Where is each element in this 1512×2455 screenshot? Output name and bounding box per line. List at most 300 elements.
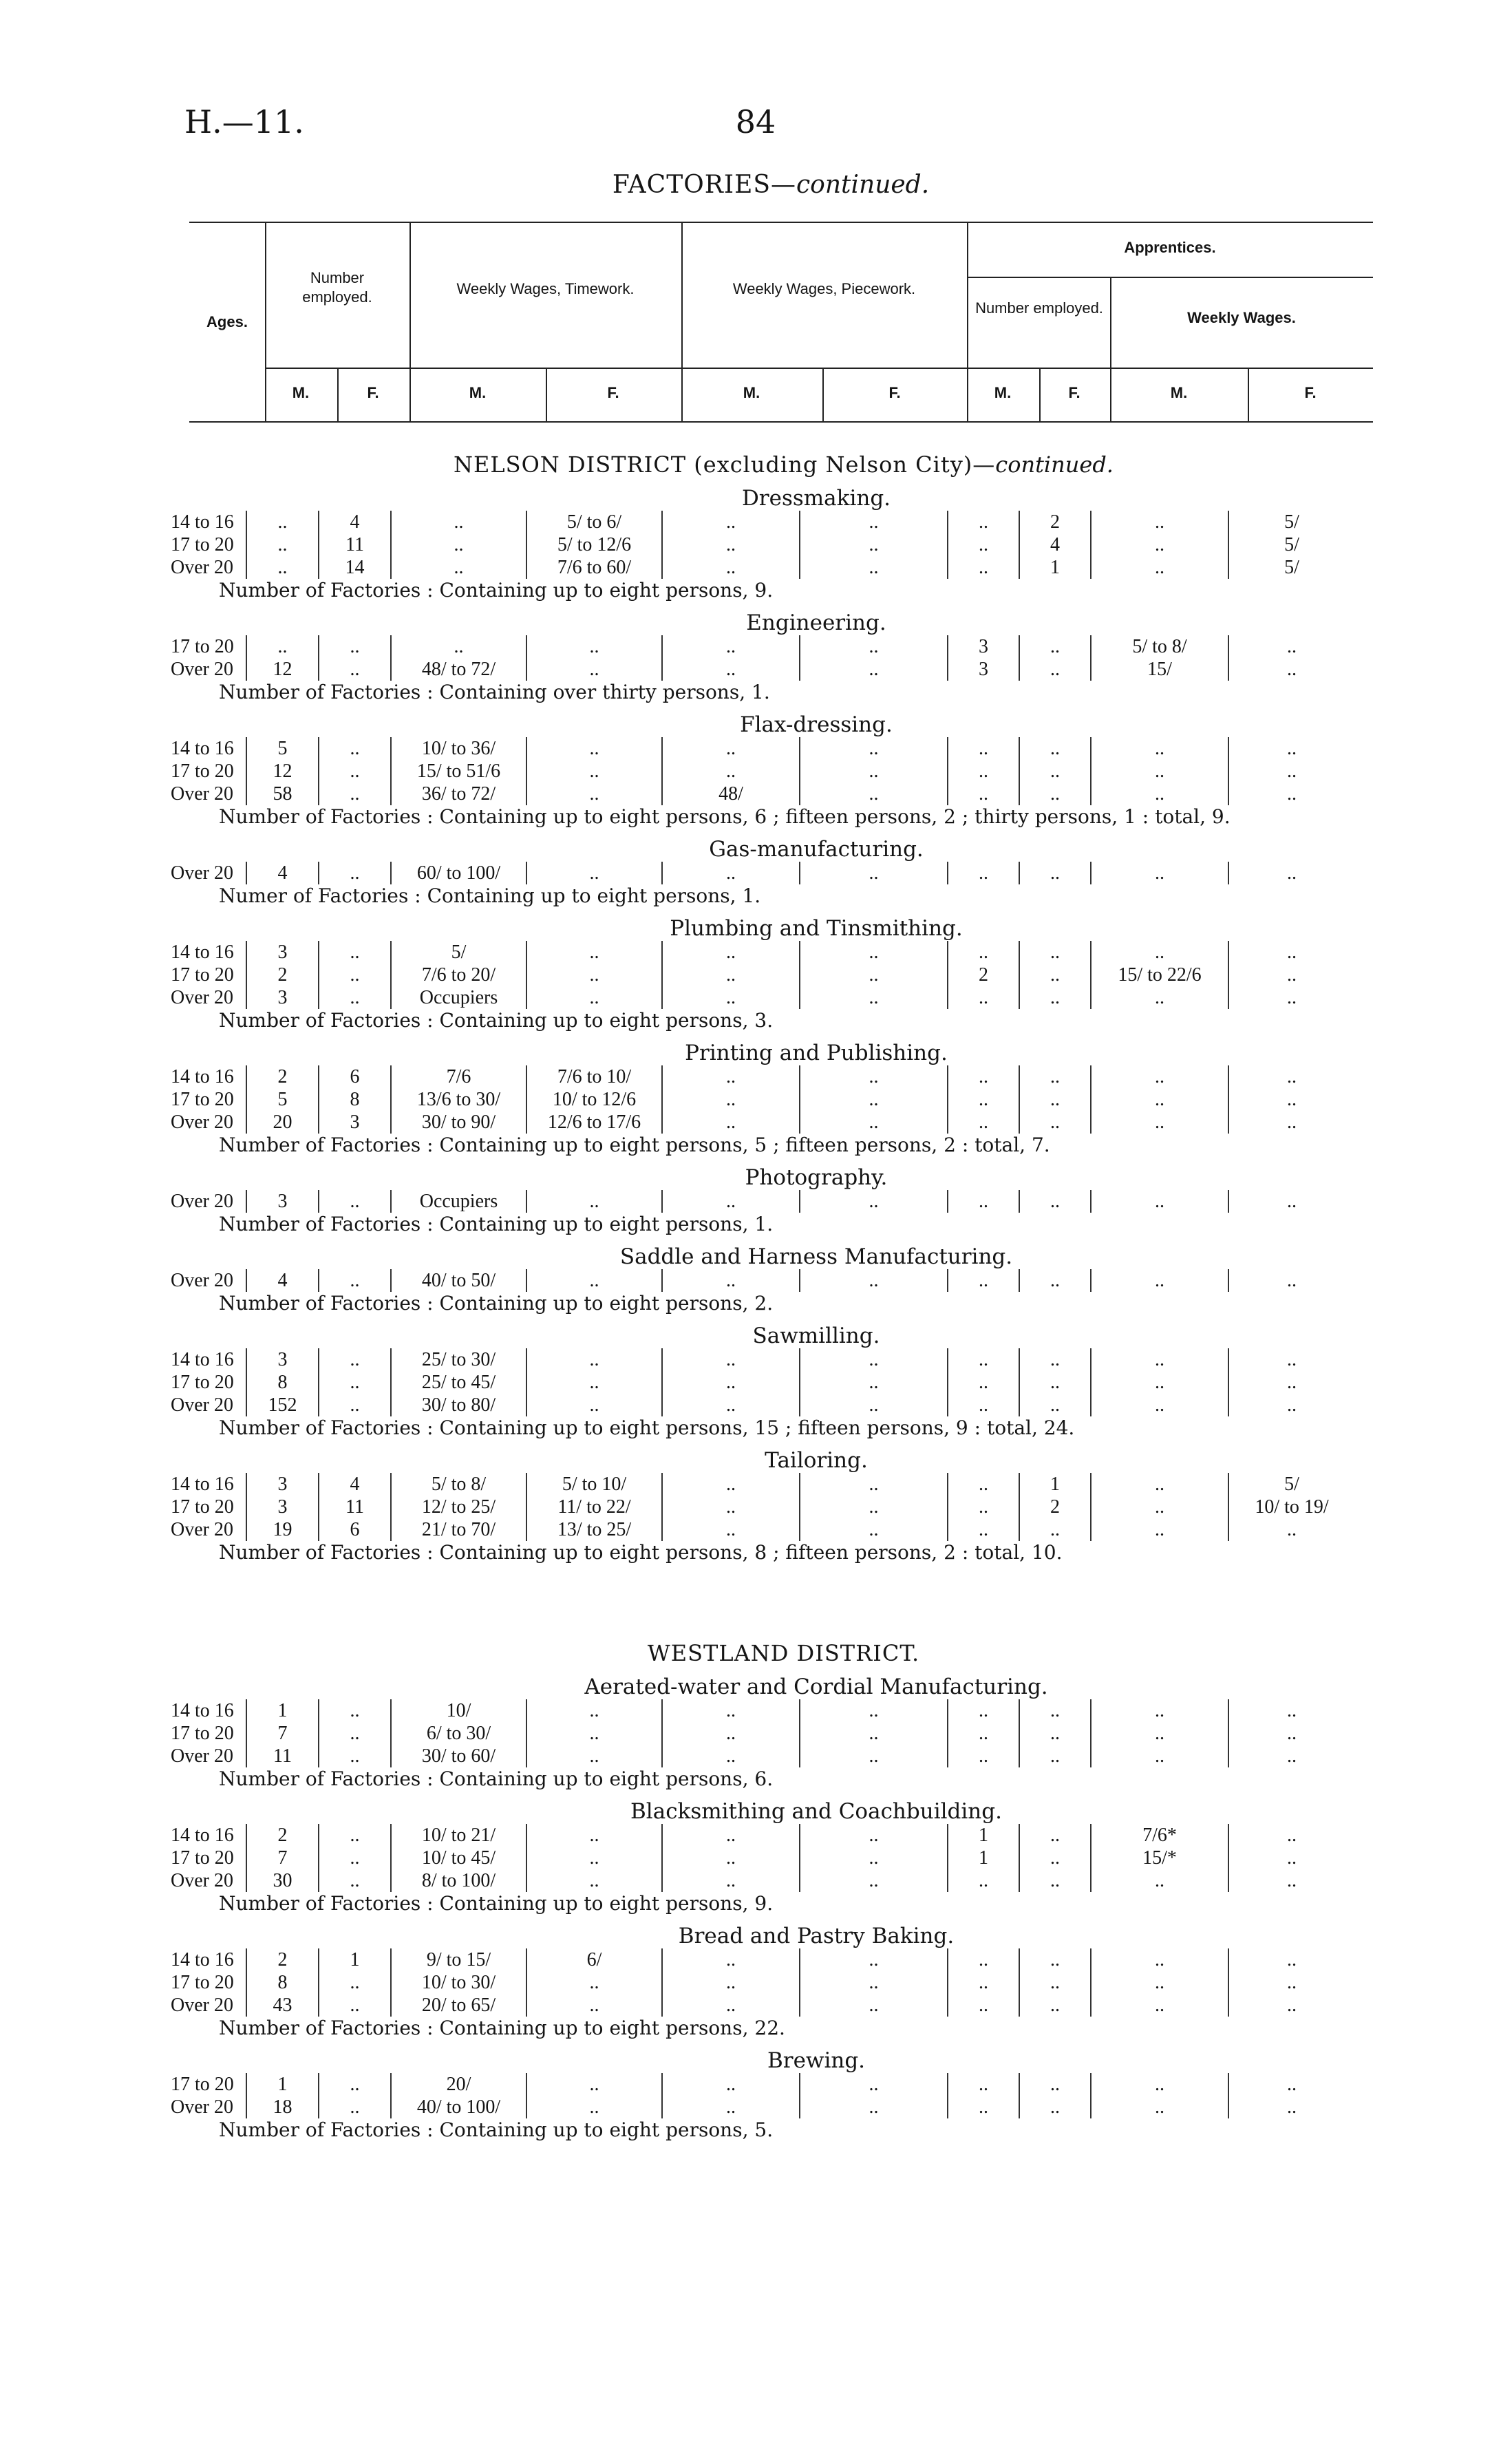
value-cell: .. [1091, 1065, 1228, 1088]
apprentices-wages-heading: Weekly Wages. [1187, 309, 1296, 326]
value-cell: .. [948, 941, 1019, 964]
value-cell: .. [800, 964, 948, 986]
value-cell: .. [526, 941, 662, 964]
value-cell: .. [800, 556, 948, 579]
industry-section [0, 486, 1512, 602]
value-cell: .. [662, 1473, 800, 1496]
value-cell: .. [319, 1699, 391, 1722]
age-cell: 17 to 20 [171, 1847, 234, 1869]
industry-table [171, 1269, 1354, 1292]
value-cell: .. [1019, 1824, 1091, 1847]
value-cell: .. [800, 533, 948, 556]
industry-section [0, 1324, 1512, 1440]
value-cell: 1 [1019, 1473, 1091, 1496]
value-cell: 3 [246, 1190, 319, 1213]
value-cell: 4 [246, 1269, 319, 1292]
divider [1110, 277, 1111, 421]
mf-label: F. [367, 384, 379, 401]
industry-title: Printing and Publishing. [685, 1041, 948, 1065]
industry-table [171, 1824, 1354, 1892]
table-row [171, 760, 1354, 783]
value-cell: 10/ to 30/ [391, 1971, 526, 1994]
value-cell: 15/ to 51/6 [391, 760, 526, 783]
value-cell: .. [526, 1824, 662, 1847]
value-cell: 1 [1019, 556, 1091, 579]
district-title [0, 451, 1512, 478]
value-cell: 3 [246, 986, 319, 1009]
industry-section [0, 1244, 1512, 1315]
industry-table [171, 2073, 1354, 2118]
age-cell: Over 20 [171, 1112, 233, 1133]
value-cell: .. [526, 1394, 662, 1416]
value-cell: 5/ to 10/ [526, 1473, 662, 1496]
column-header [189, 222, 1373, 423]
value-cell: .. [1091, 511, 1228, 533]
factories-count-note: Number of Factories : Containing up to eight persons, 9. [219, 1892, 774, 1915]
value-cell: .. [1019, 1111, 1091, 1134]
mf-label: F. [1068, 384, 1080, 401]
value-cell: .. [1228, 2096, 1354, 2118]
value-cell: .. [526, 1371, 662, 1394]
value-cell: .. [1091, 556, 1228, 579]
age-cell: 14 to 16 [171, 1949, 234, 1970]
table-row [171, 783, 1354, 805]
industry-table [171, 1473, 1354, 1541]
value-cell: .. [319, 1348, 391, 1371]
divider [822, 368, 824, 421]
value-cell: 12 [246, 658, 319, 681]
factories-count-note: Number of Factories : Containing over thirty persons, 1. [219, 681, 770, 703]
value-cell: .. [526, 2073, 662, 2096]
value-cell: .. [948, 1722, 1019, 1745]
mf-rule [265, 368, 1373, 369]
value-cell: .. [526, 862, 662, 884]
value-cell: .. [800, 1190, 948, 1213]
age-cell: Over 20 [171, 1394, 233, 1416]
value-cell: 3 [319, 1111, 391, 1134]
divider [337, 368, 339, 421]
table-row [171, 1745, 1354, 1767]
value-cell: 12 [246, 760, 319, 783]
header-top-rule [189, 222, 1373, 223]
value-cell: 5/ to 12/6 [526, 533, 662, 556]
value-cell: .. [1228, 1948, 1354, 1971]
value-cell: .. [1019, 1065, 1091, 1088]
age-cell: 14 to 16 [171, 1825, 234, 1846]
value-cell: 11 [319, 533, 391, 556]
value-cell: .. [1091, 1699, 1228, 1722]
value-cell: .. [1091, 1473, 1228, 1496]
table-row [171, 1847, 1354, 1869]
industry-section [0, 916, 1512, 1032]
value-cell: .. [948, 1473, 1019, 1496]
mf-label: F. [1304, 384, 1317, 401]
value-cell: 6/ to 30/ [391, 1722, 526, 1745]
value-cell: 48/ [662, 783, 800, 805]
value-cell: .. [662, 1348, 800, 1371]
industry-table [171, 1348, 1354, 1416]
value-cell: .. [1019, 1348, 1091, 1371]
value-cell: 40/ to 100/ [391, 2096, 526, 2118]
age-cell: Over 20 [171, 1519, 233, 1540]
value-cell: .. [800, 2073, 948, 2096]
value-cell: .. [662, 1745, 800, 1767]
value-cell: 14 [319, 556, 391, 579]
value-cell: .. [800, 1111, 948, 1134]
value-cell: 4 [319, 1473, 391, 1496]
value-cell: .. [1091, 1869, 1228, 1892]
value-cell: .. [526, 1190, 662, 1213]
value-cell: 7 [246, 1847, 319, 1869]
value-cell: .. [662, 1948, 800, 1971]
factories-count-note: Number of Factories : Containing up to eight persons, 8 ; fifteen persons, 2 : total, 10. [219, 1541, 1063, 1564]
value-cell: 10/ to 45/ [391, 1847, 526, 1869]
value-cell: .. [662, 986, 800, 1009]
value-cell: .. [1019, 1971, 1091, 1994]
value-cell: .. [1091, 1269, 1228, 1292]
table-row [171, 1371, 1354, 1394]
value-cell: .. [526, 737, 662, 760]
value-cell: .. [948, 1371, 1019, 1394]
value-cell: .. [1228, 1065, 1354, 1088]
value-cell: .. [662, 1190, 800, 1213]
value-cell: .. [948, 1394, 1019, 1416]
value-cell: 12/ to 25/ [391, 1496, 526, 1518]
value-cell: .. [1091, 986, 1228, 1009]
value-cell: .. [800, 1745, 948, 1767]
value-cell: .. [662, 964, 800, 986]
table-row [171, 1473, 1354, 1496]
value-cell: 6/ [526, 1948, 662, 1971]
industry-table [171, 1190, 1354, 1213]
value-cell: .. [319, 986, 391, 1009]
value-cell: 5/ to 8/ [1091, 635, 1228, 658]
value-cell: .. [1228, 1869, 1354, 1892]
page-number: 84 [735, 103, 776, 140]
value-cell: .. [948, 1111, 1019, 1134]
value-cell: 15/ to 22/6 [1091, 964, 1228, 986]
factories-count-note: Number of Factories : Containing up to eight persons, 5 ; fifteen persons, 2 : total, 7. [219, 1134, 1050, 1156]
value-cell: 13/ to 25/ [526, 1518, 662, 1541]
table-row [171, 1824, 1354, 1847]
value-cell: .. [526, 986, 662, 1009]
divider [681, 222, 683, 421]
mf-label: M. [994, 384, 1012, 401]
value-cell: .. [662, 1371, 800, 1394]
value-cell: .. [800, 1348, 948, 1371]
age-cell: 17 to 20 [171, 1089, 234, 1110]
age-cell: 14 to 16 [171, 738, 234, 759]
value-cell: .. [319, 1994, 391, 2017]
value-cell: .. [319, 1869, 391, 1892]
value-cell: .. [319, 862, 391, 884]
value-cell: .. [662, 1847, 800, 1869]
value-cell: .. [1091, 1088, 1228, 1111]
value-cell: .. [1091, 760, 1228, 783]
value-cell: .. [1228, 1518, 1354, 1541]
value-cell: .. [662, 1824, 800, 1847]
value-cell: .. [319, 941, 391, 964]
value-cell: 4 [246, 862, 319, 884]
value-cell: 1 [319, 1948, 391, 1971]
value-cell: .. [948, 1190, 1019, 1213]
value-cell: .. [319, 1971, 391, 1994]
value-cell: .. [948, 760, 1019, 783]
value-cell: .. [319, 1722, 391, 1745]
industry-title: Flax-dressing. [740, 712, 893, 737]
value-cell: .. [1019, 1948, 1091, 1971]
value-cell: .. [1019, 635, 1091, 658]
value-cell: 8 [246, 1371, 319, 1394]
industry-table [171, 511, 1354, 579]
divider [1248, 368, 1249, 421]
value-cell: 30/ to 90/ [391, 1111, 526, 1134]
value-cell: Occupiers [391, 1190, 526, 1213]
value-cell: 11 [319, 1496, 391, 1518]
page-title-main: FACTORIES— [612, 171, 797, 199]
value-cell: .. [800, 1869, 948, 1892]
value-cell: .. [526, 783, 662, 805]
value-cell: .. [1019, 2096, 1091, 2118]
value-cell: .. [800, 2096, 948, 2118]
age-cell: 14 to 16 [171, 942, 234, 963]
value-cell: .. [1228, 1190, 1354, 1213]
value-cell: .. [1019, 783, 1091, 805]
value-cell: 5/ to 8/ [391, 1473, 526, 1496]
value-cell: .. [1091, 783, 1228, 805]
value-cell: .. [948, 1269, 1019, 1292]
district-title-text: NELSON DISTRICT (excluding Nelson City)— [454, 451, 996, 478]
value-cell: .. [319, 658, 391, 681]
value-cell: .. [948, 862, 1019, 884]
age-cell: Over 20 [171, 987, 233, 1008]
value-cell: .. [526, 1994, 662, 2017]
age-cell: 14 to 16 [171, 1474, 234, 1495]
value-cell: .. [800, 1518, 948, 1541]
value-cell: .. [1228, 1699, 1354, 1722]
value-cell: .. [526, 1348, 662, 1371]
value-cell: .. [1091, 1496, 1228, 1518]
value-cell: .. [319, 737, 391, 760]
value-cell: 25/ to 30/ [391, 1348, 526, 1371]
table-row [171, 862, 1354, 884]
value-cell: .. [1019, 1699, 1091, 1722]
value-cell: .. [1228, 1722, 1354, 1745]
value-cell: .. [1091, 1371, 1228, 1394]
industry-title: Bread and Pastry Baking. [678, 1924, 955, 1948]
age-cell: 17 to 20 [171, 534, 234, 555]
table-row [171, 964, 1354, 986]
value-cell: .. [800, 1088, 948, 1111]
divider [1039, 368, 1041, 421]
value-cell: .. [1019, 1518, 1091, 1541]
value-cell: .. [1091, 941, 1228, 964]
industry-table [171, 941, 1354, 1009]
divider [265, 222, 266, 421]
value-cell: .. [391, 635, 526, 658]
value-cell: .. [800, 1371, 948, 1394]
value-cell: 7/6 to 10/ [526, 1065, 662, 1088]
age-cell: 17 to 20 [171, 761, 234, 782]
value-cell: 7/6* [1091, 1824, 1228, 1847]
value-cell: .. [662, 941, 800, 964]
factories-count-note: Number of Factories : Containing up to eight persons, 6 ; fifteen persons, 2 ; thirty persons, 1 : total, 9. [219, 805, 1231, 828]
value-cell: .. [662, 556, 800, 579]
value-cell: 10/ to 36/ [391, 737, 526, 760]
value-cell: 8/ to 100/ [391, 1869, 526, 1892]
value-cell: .. [800, 1994, 948, 2017]
table-row [171, 1269, 1354, 1292]
value-cell: 3 [246, 941, 319, 964]
value-cell: .. [1091, 2096, 1228, 2118]
industry-table [171, 862, 1354, 884]
value-cell: .. [662, 2096, 800, 2118]
value-cell: .. [526, 1869, 662, 1892]
value-cell: .. [948, 783, 1019, 805]
value-cell: .. [662, 1722, 800, 1745]
value-cell: .. [1228, 760, 1354, 783]
value-cell: 19 [246, 1518, 319, 1541]
value-cell: .. [1019, 1088, 1091, 1111]
value-cell: .. [948, 1869, 1019, 1892]
value-cell: 43 [246, 1994, 319, 2017]
age-cell: 17 to 20 [171, 1723, 234, 1744]
industry-title: Engineering. [746, 610, 886, 635]
value-cell: .. [319, 1847, 391, 1869]
value-cell: .. [526, 1847, 662, 1869]
value-cell: .. [1091, 2073, 1228, 2096]
apprentices-heading: Apprentices. [1124, 239, 1216, 256]
value-cell: .. [319, 2073, 391, 2096]
value-cell: .. [1091, 1971, 1228, 1994]
industry-table [171, 1699, 1354, 1767]
value-cell: .. [1019, 862, 1091, 884]
value-cell: .. [526, 658, 662, 681]
industry-section [0, 837, 1512, 908]
value-cell: .. [1228, 1088, 1354, 1111]
value-cell: 3 [246, 1348, 319, 1371]
value-cell: .. [1019, 1994, 1091, 2017]
number-employed-heading: Number employed. [302, 269, 372, 306]
age-cell: 14 to 16 [171, 1349, 234, 1370]
value-cell: .. [391, 511, 526, 533]
value-cell: .. [662, 1065, 800, 1088]
value-cell: .. [391, 533, 526, 556]
table-row [171, 1948, 1354, 1971]
district-title-continued: continued. [995, 451, 1114, 478]
table-row [171, 1971, 1354, 1994]
value-cell: .. [800, 1948, 948, 1971]
table-row [171, 1869, 1354, 1892]
age-cell: 17 to 20 [171, 964, 234, 986]
value-cell: 152 [246, 1394, 319, 1416]
value-cell: 21/ to 70/ [391, 1518, 526, 1541]
value-cell: .. [526, 964, 662, 986]
table-row [171, 1348, 1354, 1371]
value-cell: 36/ to 72/ [391, 783, 526, 805]
value-cell: .. [948, 1971, 1019, 1994]
factories-count-note: Numer of Factories : Containing up to eight persons, 1. [219, 884, 761, 907]
mf-label: M. [1170, 384, 1188, 401]
value-cell: .. [1228, 1994, 1354, 2017]
value-cell: .. [319, 1269, 391, 1292]
table-row [171, 658, 1354, 681]
value-cell: 4 [319, 511, 391, 533]
value-cell: .. [1019, 2073, 1091, 2096]
value-cell: .. [1019, 1847, 1091, 1869]
value-cell: .. [948, 2096, 1019, 2118]
value-cell: .. [662, 1111, 800, 1134]
table-row [171, 1994, 1354, 2017]
value-cell: .. [1019, 986, 1091, 1009]
value-cell: 11/ to 22/ [526, 1496, 662, 1518]
value-cell: .. [800, 1269, 948, 1292]
value-cell: .. [948, 986, 1019, 1009]
value-cell: 3 [948, 635, 1019, 658]
value-cell: .. [662, 1496, 800, 1518]
timework-heading: Weekly Wages, Timework. [456, 280, 635, 297]
industry-section [0, 1675, 1512, 1791]
value-cell: .. [526, 2096, 662, 2118]
industry-section [0, 1165, 1512, 1236]
value-cell: .. [319, 635, 391, 658]
age-cell: Over 20 [171, 2096, 233, 2118]
value-cell: .. [948, 1088, 1019, 1111]
value-cell: .. [1019, 1745, 1091, 1767]
value-cell: .. [1019, 941, 1091, 964]
industry-title: Saddle and Harness Manufacturing. [619, 1244, 1013, 1269]
value-cell: 5/ [1228, 1473, 1354, 1496]
value-cell: 7/6 to 60/ [526, 556, 662, 579]
value-cell: .. [319, 783, 391, 805]
value-cell: .. [1228, 1394, 1354, 1416]
value-cell: 18 [246, 2096, 319, 2118]
value-cell: .. [526, 1745, 662, 1767]
value-cell: .. [1228, 986, 1354, 1009]
table-row [171, 533, 1354, 556]
value-cell: .. [1091, 1190, 1228, 1213]
value-cell: .. [662, 1394, 800, 1416]
age-cell: Over 20 [171, 557, 233, 578]
factories-count-note: Number of Factories : Containing up to eight persons, 6. [219, 1767, 774, 1790]
value-cell: .. [800, 1847, 948, 1869]
mf-label: F. [607, 384, 619, 401]
value-cell: .. [1091, 1394, 1228, 1416]
industry-table [171, 635, 1354, 681]
table-row [171, 1111, 1354, 1134]
value-cell: 60/ to 100/ [391, 862, 526, 884]
table-row [171, 2073, 1354, 2096]
value-cell: .. [1228, 737, 1354, 760]
value-cell: .. [526, 1269, 662, 1292]
table-row [171, 2096, 1354, 2118]
value-cell: .. [800, 737, 948, 760]
value-cell: .. [1228, 1745, 1354, 1767]
value-cell: .. [1091, 1948, 1228, 1971]
value-cell: .. [1228, 1348, 1354, 1371]
age-cell: Over 20 [171, 862, 233, 884]
table-row [171, 1496, 1354, 1518]
value-cell: .. [1091, 1348, 1228, 1371]
value-cell: .. [800, 1496, 948, 1518]
value-cell: 40/ to 50/ [391, 1269, 526, 1292]
value-cell: .. [800, 862, 948, 884]
value-cell: 11 [246, 1745, 319, 1767]
value-cell: 10/ to 12/6 [526, 1088, 662, 1111]
value-cell: .. [319, 1394, 391, 1416]
value-cell: 20/ [391, 2073, 526, 2096]
value-cell: .. [662, 511, 800, 533]
